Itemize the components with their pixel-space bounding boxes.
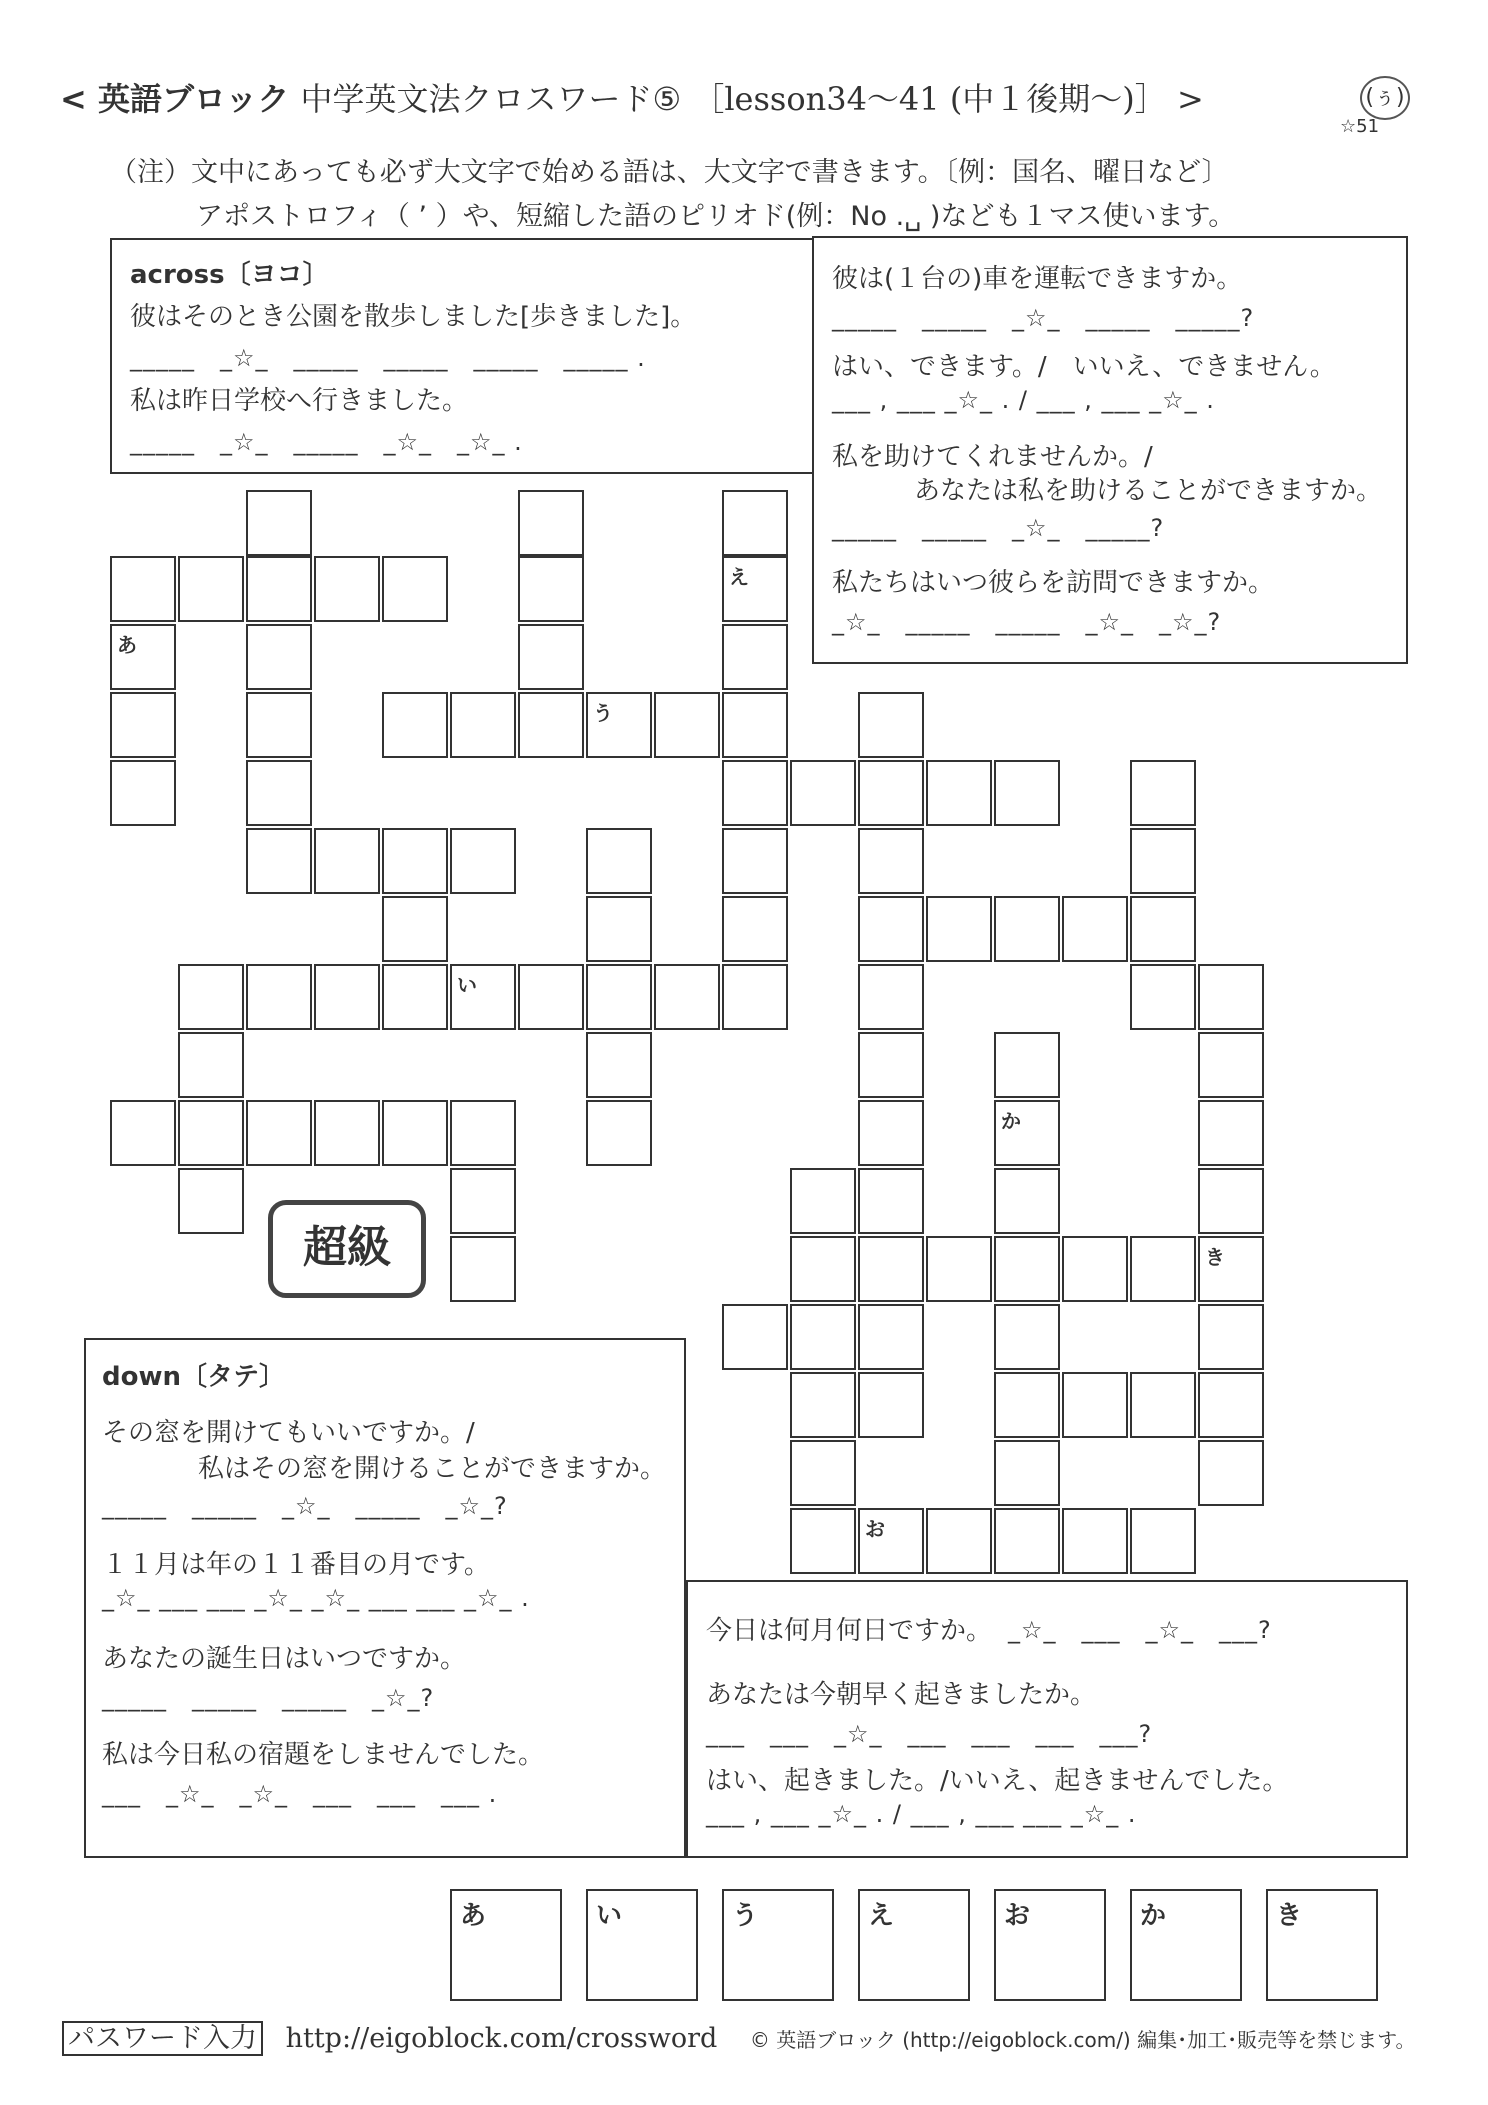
grid-cell[interactable] bbox=[518, 692, 584, 758]
answer-label: あ bbox=[460, 1901, 487, 1931]
grid-cell[interactable] bbox=[1198, 1304, 1264, 1370]
stamp-label: ☆51 bbox=[1340, 116, 1380, 137]
grid-cell[interactable] bbox=[586, 1032, 652, 1098]
grid-cell[interactable] bbox=[246, 692, 312, 758]
grid-cell[interactable] bbox=[1198, 1372, 1264, 1438]
right-top-clue-3a: 私を助けてくれませんか。/ bbox=[832, 442, 1153, 472]
note-line-2: アポストロフィ（ ’ ）や、短縮した語のピリオド(例：No .␣ )なども１マス使います。 bbox=[196, 201, 1236, 232]
lesson-range: ［lesson34〜41 (中１後期〜)］ > bbox=[692, 80, 1204, 118]
grid-cell[interactable] bbox=[994, 760, 1060, 826]
grid-cell[interactable] bbox=[858, 1168, 924, 1234]
grid-cell[interactable] bbox=[586, 828, 652, 894]
grid-cell[interactable] bbox=[1062, 1236, 1128, 1302]
grid-cell[interactable] bbox=[1198, 1100, 1264, 1166]
answer-box-o[interactable] bbox=[994, 1889, 1106, 2001]
answer-label: き bbox=[1276, 1901, 1303, 1931]
grid-cell[interactable] bbox=[110, 556, 176, 622]
grid-cell[interactable] bbox=[858, 1032, 924, 1098]
grid-cell[interactable] bbox=[926, 896, 992, 962]
grid-cell[interactable] bbox=[1130, 896, 1196, 962]
down-title: down〔タテ〕 bbox=[102, 1362, 286, 1392]
grid-cell-label: お bbox=[865, 1517, 885, 1541]
right-top-blanks-2: ___ , ___ _☆_ . / ___ , ___ _☆_ . bbox=[832, 386, 1215, 414]
answer-label: か bbox=[1140, 1901, 1167, 1931]
grid-cell[interactable] bbox=[1062, 896, 1128, 962]
answer-label: え bbox=[868, 1901, 895, 1931]
across-title: across〔ヨコ〕 bbox=[130, 260, 329, 290]
answer-box-e[interactable] bbox=[858, 1889, 970, 2001]
grid-cell[interactable] bbox=[1198, 1032, 1264, 1098]
grid-cell[interactable] bbox=[518, 624, 584, 690]
grid-cell[interactable] bbox=[1130, 760, 1196, 826]
grid-cell[interactable] bbox=[450, 828, 516, 894]
down-clue-1b: 私はその窓を開けることができますか。 bbox=[198, 1454, 667, 1484]
grid-cell[interactable] bbox=[246, 828, 312, 894]
grid-cell[interactable] bbox=[1198, 1236, 1264, 1302]
grid-cell[interactable] bbox=[722, 760, 788, 826]
grid-cell[interactable] bbox=[926, 1508, 992, 1574]
grid-cell[interactable] bbox=[586, 1100, 652, 1166]
grid-cell[interactable] bbox=[790, 760, 856, 826]
answer-label: お bbox=[1004, 1901, 1031, 1931]
grid-cell[interactable] bbox=[178, 1032, 244, 1098]
grid-cell[interactable] bbox=[586, 896, 652, 962]
difficulty-badge: 超級 bbox=[268, 1200, 426, 1298]
grid-cell[interactable] bbox=[722, 624, 788, 690]
grid-cell[interactable] bbox=[1130, 1236, 1196, 1302]
grid-cell[interactable] bbox=[994, 1168, 1060, 1234]
grid-cell[interactable] bbox=[994, 896, 1060, 962]
right-bottom-blanks-1: _☆_ ___ _☆_ ___? bbox=[1008, 1616, 1272, 1644]
grid-cell[interactable] bbox=[1198, 1440, 1264, 1506]
right-top-clue-box bbox=[812, 236, 1408, 664]
grid-cell[interactable] bbox=[858, 1100, 924, 1166]
down-blanks-4: ___ _☆_ _☆_ ___ ___ ___ . bbox=[102, 1780, 498, 1808]
grid-cell[interactable] bbox=[994, 1100, 1060, 1166]
grid-cell[interactable] bbox=[858, 896, 924, 962]
right-top-blanks-1: _____ _____ _☆_ _____ _____? bbox=[832, 304, 1255, 332]
grid-cell[interactable] bbox=[1062, 1372, 1128, 1438]
right-bottom-clue-1: 今日は何月何日ですか。 bbox=[706, 1616, 993, 1646]
grid-cell[interactable] bbox=[110, 692, 176, 758]
answer-box-u[interactable] bbox=[722, 1889, 834, 2001]
grid-cell[interactable] bbox=[314, 1100, 380, 1166]
down-clue-box bbox=[84, 1338, 686, 1858]
grid-cell[interactable] bbox=[722, 828, 788, 894]
right-top-blanks-3: _____ _____ _☆_ _____? bbox=[832, 514, 1165, 542]
grid-cell[interactable] bbox=[926, 760, 992, 826]
smile-icon: (ぅ) bbox=[1360, 76, 1410, 120]
grid-cell[interactable] bbox=[994, 1440, 1060, 1506]
right-top-clue-3b: あなたは私を助けることができますか。 bbox=[914, 476, 1383, 506]
right-bottom-clue-3: はい、起きました。/いいえ、起きませんでした。 bbox=[706, 1766, 1289, 1796]
grid-cell[interactable] bbox=[382, 896, 448, 962]
grid-cell[interactable] bbox=[178, 964, 244, 1030]
grid-cell[interactable] bbox=[790, 1372, 856, 1438]
grid-cell[interactable] bbox=[246, 490, 312, 556]
grid-cell[interactable] bbox=[654, 964, 720, 1030]
grid-cell[interactable] bbox=[1130, 1372, 1196, 1438]
grid-cell[interactable] bbox=[518, 964, 584, 1030]
grid-cell[interactable] bbox=[246, 624, 312, 690]
down-clue-4: 私は今日私の宿題をしませんでした。 bbox=[102, 1740, 545, 1770]
grid-cell-label: き bbox=[1205, 1245, 1225, 1269]
grid-cell-label: う bbox=[593, 701, 613, 725]
answer-box-i[interactable] bbox=[586, 1889, 698, 2001]
grid-cell[interactable] bbox=[994, 1372, 1060, 1438]
answer-box-ka[interactable] bbox=[1130, 1889, 1242, 2001]
grid-cell[interactable] bbox=[382, 556, 448, 622]
grid-cell[interactable] bbox=[178, 1168, 244, 1234]
crossword-url[interactable]: http://eigoblock.com/crossword bbox=[285, 2023, 718, 2054]
grid-cell[interactable] bbox=[722, 692, 788, 758]
grid-cell[interactable] bbox=[178, 1100, 244, 1166]
right-bottom-blanks-3: ___ , ___ _☆_ . / ___ , ___ ___ _☆_ . bbox=[706, 1800, 1137, 1828]
grid-cell[interactable] bbox=[314, 556, 380, 622]
grid-cell[interactable] bbox=[790, 1168, 856, 1234]
grid-cell[interactable] bbox=[246, 1100, 312, 1166]
grid-cell[interactable] bbox=[1130, 828, 1196, 894]
right-top-clue-4: 私たちはいつ彼らを訪問できますか。 bbox=[832, 568, 1275, 598]
across-clue-1: 彼はそのとき公園を散歩しました[歩きました]。 bbox=[130, 302, 697, 332]
grid-cell[interactable] bbox=[994, 1236, 1060, 1302]
grid-cell[interactable] bbox=[1198, 964, 1264, 1030]
page-title: 中学英文法クロスワード⑤ bbox=[300, 80, 682, 118]
grid-cell[interactable] bbox=[654, 692, 720, 758]
grid-cell[interactable] bbox=[382, 1100, 448, 1166]
across-blanks-2: _____ _☆_ _____ _☆_ _☆_ . bbox=[130, 428, 523, 456]
down-clue-2: １１月は年の１１番目の月です。 bbox=[102, 1550, 490, 1580]
page-header bbox=[60, 74, 1204, 120]
down-clue-1a: その窓を開けてもいいですか。/ bbox=[102, 1418, 475, 1448]
grid-cell[interactable] bbox=[382, 692, 448, 758]
grid-cell[interactable] bbox=[722, 964, 788, 1030]
grid-cell[interactable] bbox=[586, 692, 652, 758]
across-clue-box bbox=[110, 238, 822, 474]
grid-cell[interactable] bbox=[790, 1236, 856, 1302]
grid-cell[interactable] bbox=[178, 556, 244, 622]
logo: < 英語ブロック bbox=[60, 80, 290, 118]
grid-cell[interactable] bbox=[1198, 1168, 1264, 1234]
grid-cell[interactable] bbox=[994, 1032, 1060, 1098]
grid-cell[interactable] bbox=[382, 964, 448, 1030]
grid-cell[interactable] bbox=[246, 556, 312, 622]
grid-cell-label: か bbox=[1001, 1109, 1021, 1133]
grid-cell[interactable] bbox=[858, 760, 924, 826]
grid-cell[interactable] bbox=[790, 1508, 856, 1574]
right-top-clue-1: 彼は(１台の)車を運転できますか。 bbox=[832, 264, 1243, 294]
answer-box-a[interactable] bbox=[450, 1889, 562, 2001]
grid-cell[interactable] bbox=[722, 556, 788, 622]
grid-cell[interactable] bbox=[450, 1236, 516, 1302]
grid-cell[interactable] bbox=[1062, 1508, 1128, 1574]
right-top-blanks-4: _☆_ _____ _____ _☆_ _☆_? bbox=[832, 608, 1222, 636]
grid-cell[interactable] bbox=[450, 1100, 516, 1166]
answer-box-ki[interactable] bbox=[1266, 1889, 1378, 2001]
grid-cell[interactable] bbox=[858, 828, 924, 894]
grid-cell[interactable] bbox=[858, 1236, 924, 1302]
grid-cell[interactable] bbox=[926, 1236, 992, 1302]
down-blanks-3: _____ _____ _____ _☆_? bbox=[102, 1684, 435, 1712]
password-label: パスワード入力 bbox=[62, 2021, 263, 2056]
grid-cell-label: い bbox=[457, 973, 477, 997]
grid-cell[interactable] bbox=[314, 828, 380, 894]
grid-cell[interactable] bbox=[858, 1508, 924, 1574]
grid-cell[interactable] bbox=[110, 624, 176, 690]
down-blanks-2: _☆_ ___ ___ _☆_ _☆_ ___ ___ _☆_ . bbox=[102, 1584, 530, 1612]
grid-cell[interactable] bbox=[722, 490, 788, 556]
grid-cell[interactable] bbox=[722, 1304, 788, 1370]
across-clue-2: 私は昨日学校へ行きました。 bbox=[130, 386, 469, 416]
grid-cell[interactable] bbox=[110, 1100, 176, 1166]
grid-cell[interactable] bbox=[518, 490, 584, 556]
down-blanks-1: _____ _____ _☆_ _____ _☆_? bbox=[102, 1492, 508, 1520]
grid-cell[interactable] bbox=[450, 692, 516, 758]
grid-cell[interactable] bbox=[450, 964, 516, 1030]
footer bbox=[62, 2016, 1416, 2055]
grid-cell[interactable] bbox=[382, 828, 448, 894]
grid-cell[interactable] bbox=[586, 964, 652, 1030]
grid-cell[interactable] bbox=[858, 1304, 924, 1370]
answer-label: う bbox=[732, 1901, 759, 1931]
right-bottom-clue-box bbox=[686, 1580, 1408, 1858]
grid-cell[interactable] bbox=[994, 1508, 1060, 1574]
grid-cell[interactable] bbox=[1130, 964, 1196, 1030]
grid-cell[interactable] bbox=[314, 964, 380, 1030]
copyright: © 英語ブロック (http://eigoblock.com/) 編集･加工･販売等を禁じます。 bbox=[749, 2028, 1416, 2052]
note-line-1: （注）文中にあっても必ず大文字で始める語は、大文字で書きます。〔例：国名、曜日など〕 bbox=[110, 157, 1229, 188]
right-bottom-clue-2: あなたは今朝早く起きましたか。 bbox=[706, 1680, 1097, 1710]
grid-cell[interactable] bbox=[994, 1304, 1060, 1370]
grid-cell[interactable] bbox=[246, 964, 312, 1030]
grid-cell[interactable] bbox=[790, 1440, 856, 1506]
grid-cell[interactable] bbox=[790, 1304, 856, 1370]
grid-cell[interactable] bbox=[110, 760, 176, 826]
down-clue-3: あなたの誕生日はいつですか。 bbox=[102, 1644, 467, 1674]
grid-cell[interactable] bbox=[858, 964, 924, 1030]
grid-cell[interactable] bbox=[518, 556, 584, 622]
grid-cell[interactable] bbox=[246, 760, 312, 826]
grid-cell[interactable] bbox=[450, 1168, 516, 1234]
right-top-clue-2: はい、できます。/ いいえ、できません。 bbox=[832, 352, 1336, 382]
grid-cell-label: え bbox=[729, 565, 749, 589]
grid-cell[interactable] bbox=[858, 1372, 924, 1438]
right-bottom-blanks-2: ___ ___ _☆_ ___ ___ ___ ___? bbox=[706, 1720, 1153, 1748]
grid-cell[interactable] bbox=[722, 896, 788, 962]
answer-label: い bbox=[596, 1901, 623, 1931]
grid-cell[interactable] bbox=[858, 692, 924, 758]
grid-cell[interactable] bbox=[1130, 1508, 1196, 1574]
across-blanks-1: _____ _☆_ _____ _____ _____ _____ . bbox=[130, 344, 646, 372]
grid-cell-label: あ bbox=[117, 633, 137, 657]
